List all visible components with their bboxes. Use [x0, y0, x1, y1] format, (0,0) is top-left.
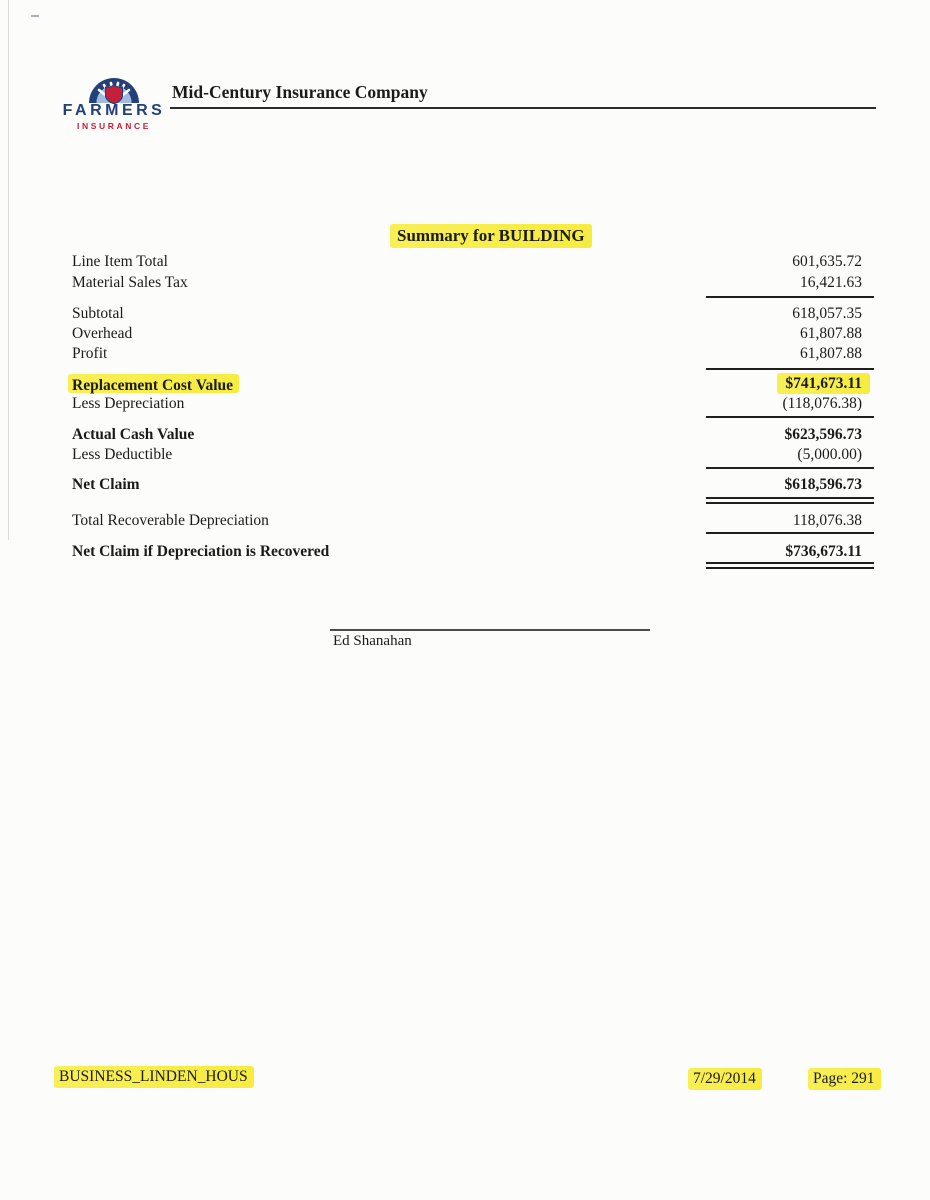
- scan-pen-mark: [31, 15, 39, 17]
- recoverable-rule: [706, 532, 874, 534]
- row-value: (118,076.38): [782, 395, 862, 412]
- row-label: Actual Cash Value: [72, 426, 195, 443]
- row-label: Less Deductible: [72, 446, 173, 463]
- summary-row: [72, 511, 874, 530]
- summary-row: [72, 273, 874, 292]
- farmers-sunrise-shield-icon: [88, 76, 140, 104]
- summary-row: [72, 394, 874, 413]
- logo-subbrand-text: INSURANCE: [77, 121, 151, 131]
- summary-row: [72, 324, 874, 343]
- summary-row-actual-cash-value: [72, 425, 874, 444]
- row-value: 16,421.63: [800, 274, 862, 291]
- subtotal-rule: [706, 296, 874, 298]
- row-value: $623,596.73: [784, 426, 862, 443]
- net-claim-rule: [706, 467, 874, 469]
- row-value: 61,807.88: [800, 325, 862, 342]
- logo-brand-text: FARMERS: [62, 102, 166, 119]
- footer-date: [688, 1070, 762, 1088]
- footer-date-highlight: 7/29/2014: [688, 1068, 762, 1090]
- row-value: 118,076.38: [792, 512, 862, 529]
- row-value: 61,807.88: [800, 345, 862, 362]
- row-label: Subtotal: [72, 305, 124, 322]
- row-label: Net Claim if Depreciation is Recovered: [72, 543, 330, 560]
- summary-row-net-claim: [72, 475, 874, 494]
- acv-rule: [706, 416, 874, 418]
- row-value: 601,635.72: [792, 253, 862, 270]
- summary-title: [390, 226, 592, 246]
- row-label: Net Claim: [72, 476, 140, 493]
- row-label: Material Sales Tax: [72, 274, 188, 291]
- summary-row: [72, 445, 874, 464]
- row-label: Less Depreciation: [72, 395, 185, 412]
- row-label-highlighted: Replacement Cost Value: [68, 374, 239, 393]
- row-value-highlighted: $741,673.11: [777, 373, 870, 394]
- summary-row-replacement-cost: [72, 374, 874, 393]
- summary-title-highlight: Summary for BUILDING: [390, 224, 592, 248]
- summary-row-net-claim-recovered: [72, 542, 874, 561]
- footer-page-highlight: Page: 291: [808, 1068, 881, 1090]
- company-title: Mid-Century Insurance Company: [172, 82, 428, 102]
- row-label: Line Item Total: [72, 253, 168, 270]
- row-label: Profit: [72, 345, 108, 362]
- row-label: Overhead: [72, 325, 133, 342]
- summary-row: [72, 304, 874, 323]
- row-value: $736,673.11: [785, 543, 862, 560]
- row-label: Total Recoverable Depreciation: [72, 512, 269, 529]
- farmers-logo: [58, 76, 170, 131]
- final-double-rule: [706, 562, 874, 569]
- footer-page-number: [808, 1070, 881, 1088]
- scan-edge-artifact: [8, 0, 9, 540]
- rcv-rule: [706, 368, 874, 370]
- footer-file-name-highlight: BUSINESS_LINDEN_HOUS: [54, 1066, 254, 1088]
- header-rule: [170, 107, 876, 109]
- net-claim-double-rule: [706, 497, 874, 504]
- summary-row: [72, 344, 874, 363]
- row-value: $618,596.73: [784, 476, 862, 493]
- footer-file-name: [54, 1068, 254, 1086]
- summary-row: [72, 252, 874, 271]
- signature-line: [330, 629, 650, 631]
- row-value: 618,057.35: [792, 305, 862, 322]
- row-value: (5,000.00): [797, 446, 862, 463]
- signature-name: Ed Shanahan: [333, 633, 412, 649]
